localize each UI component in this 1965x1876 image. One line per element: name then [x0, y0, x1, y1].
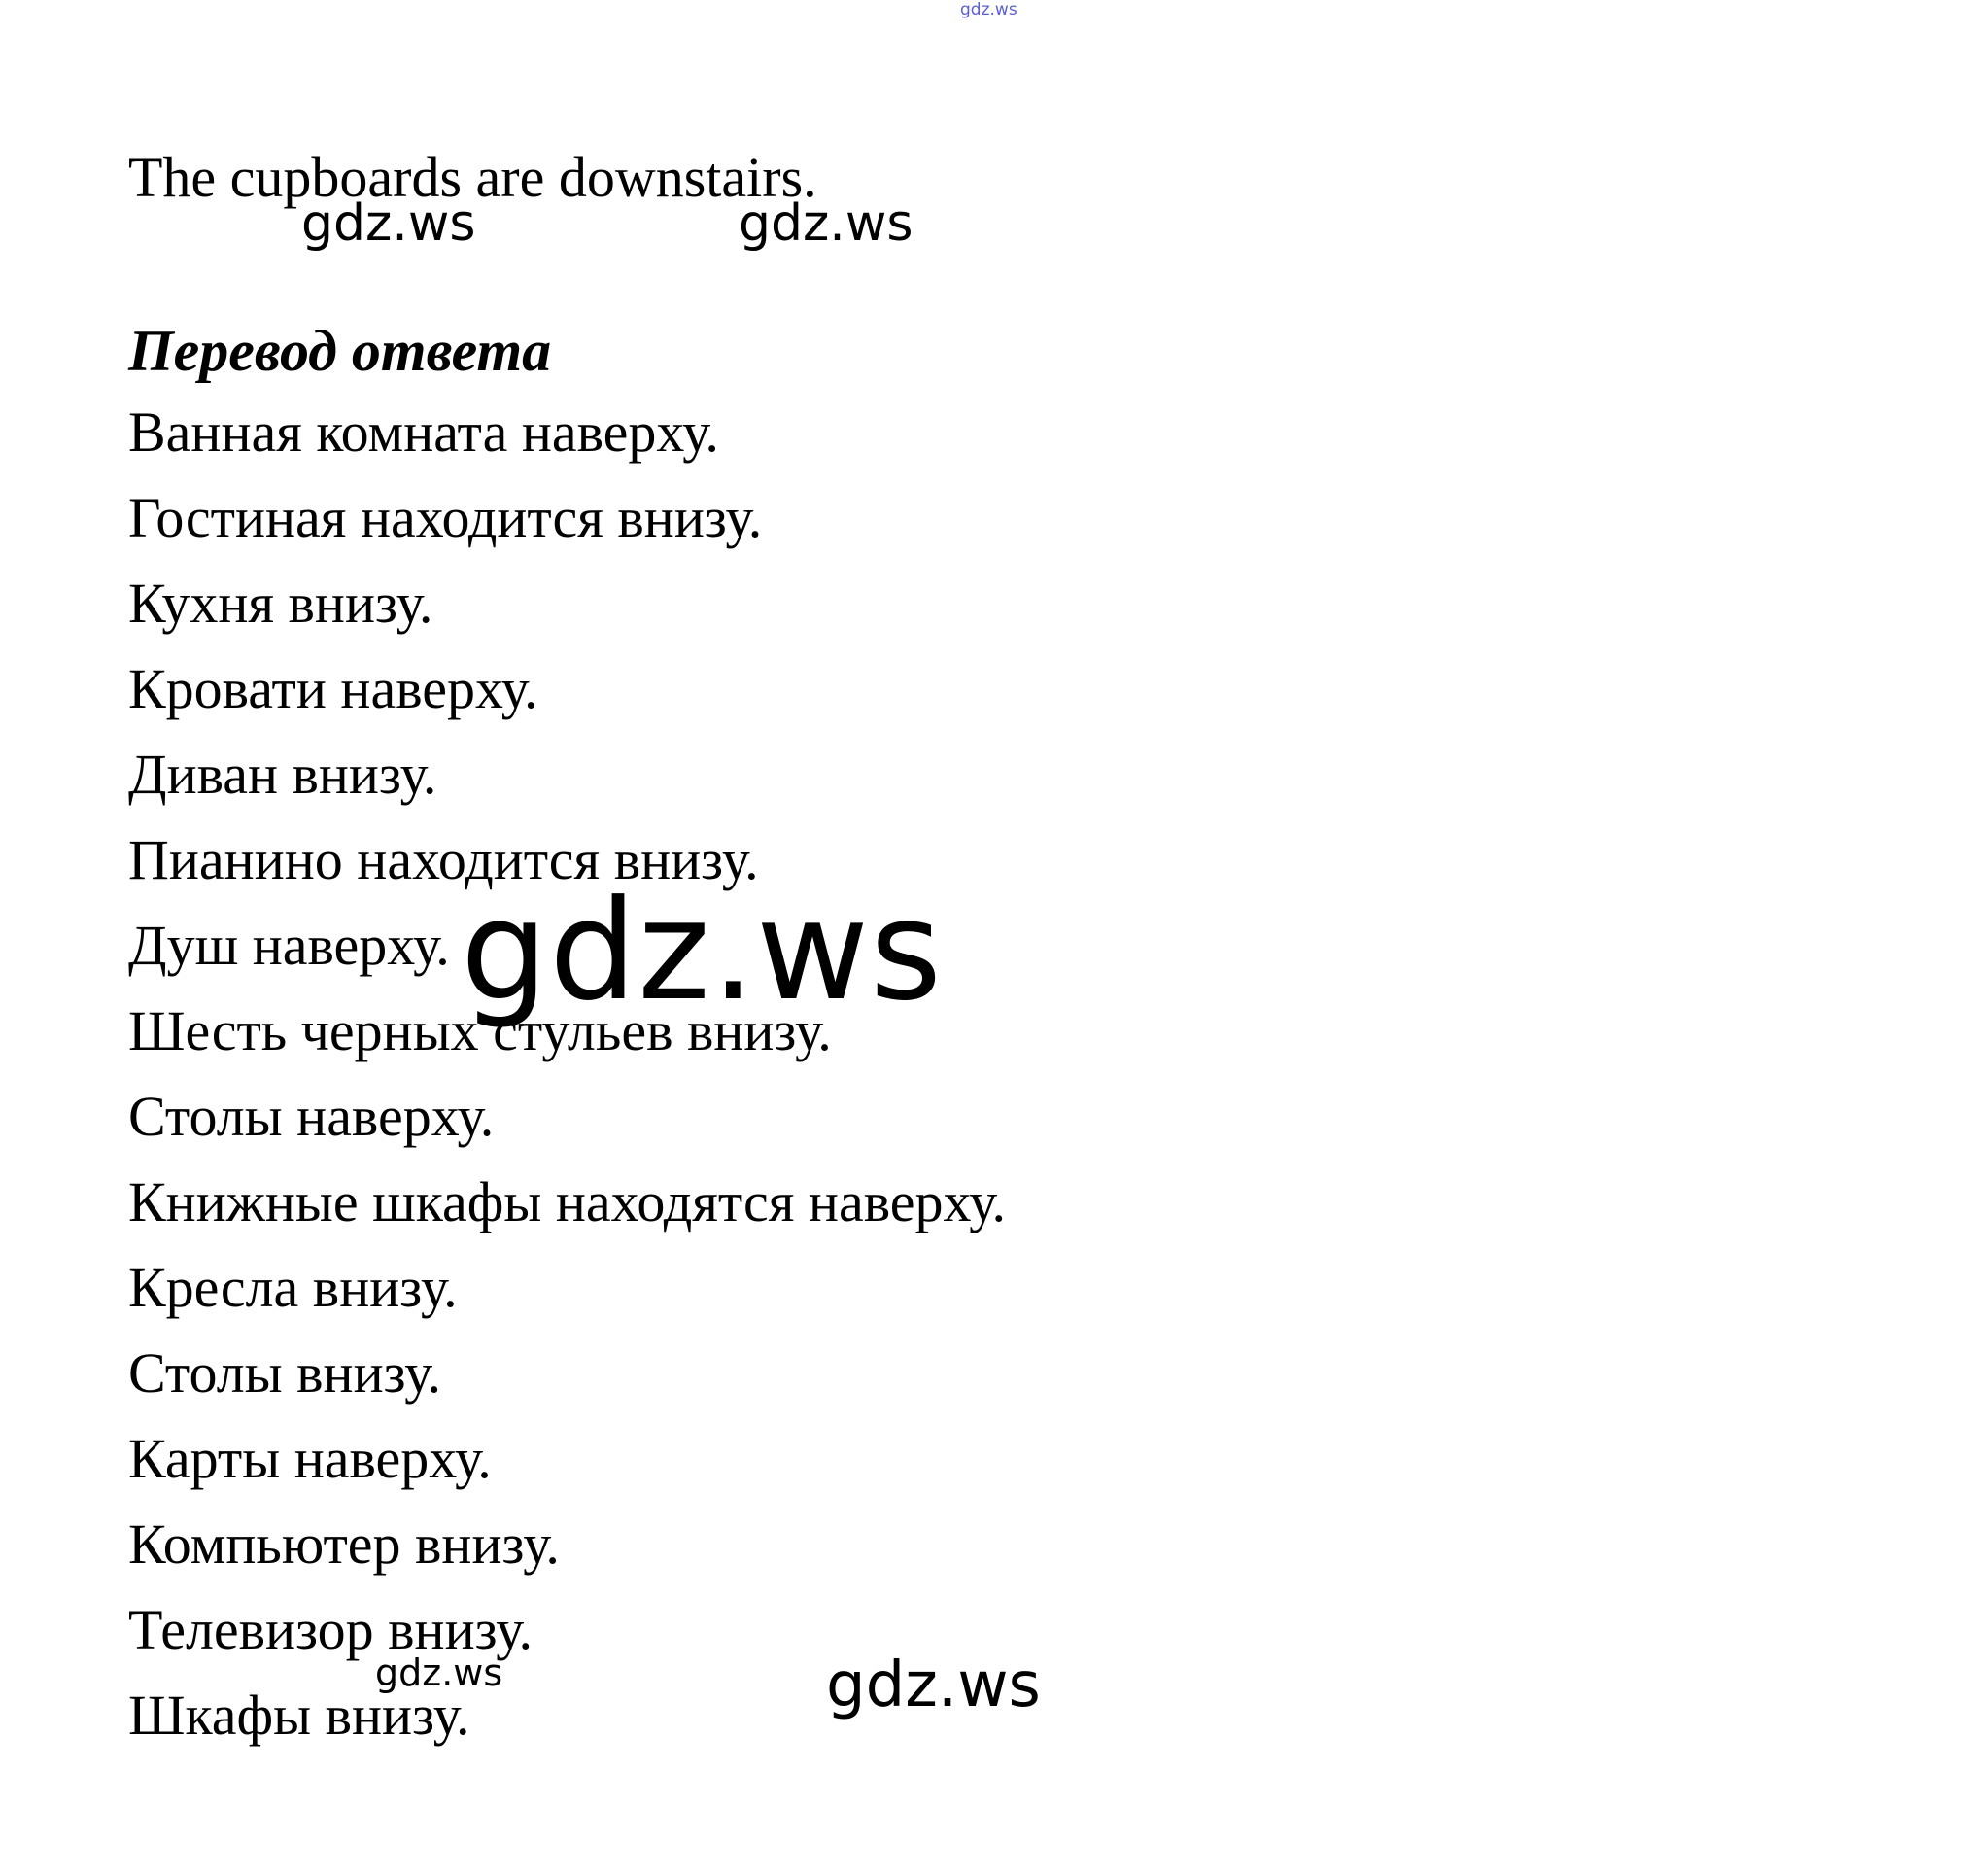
answer-line: Шесть черных стульев внизу. — [128, 999, 832, 1062]
watermark-2: gdz.ws — [739, 194, 914, 253]
watermark-4: gdz.ws — [826, 1650, 1041, 1721]
answer-line: Телевизор внизу. — [128, 1598, 533, 1661]
answer-line: Компьютер внизу. — [128, 1512, 560, 1576]
answer-line: Столы наверху. — [128, 1085, 495, 1148]
translation-heading: Перевод ответа — [128, 319, 552, 383]
answer-line: Кресла внизу. — [128, 1256, 458, 1319]
answer-line: Диван внизу. — [128, 743, 437, 806]
watermark-top: gdz.ws — [960, 0, 1017, 19]
watermark-1: gdz.ws — [301, 194, 476, 253]
answer-line: Шкафы внизу. — [128, 1684, 470, 1747]
answer-line: Карты наверху. — [128, 1427, 492, 1490]
answer-line: Душ наверху. — [128, 914, 450, 977]
answer-line: Кровати наверху. — [128, 657, 538, 720]
answer-line: Столы внизу. — [128, 1341, 442, 1405]
answer-line: Гостиная находится внизу. — [128, 486, 763, 549]
answer-line: Кухня внизу. — [128, 572, 433, 635]
answer-line: Книжные шкафы находятся наверху. — [128, 1170, 1006, 1233]
watermark-3: gdz.ws — [375, 1651, 503, 1694]
answer-line: Ванная комната наверху. — [128, 400, 719, 464]
answer-line: Пианино находится внизу. — [128, 828, 759, 891]
intro-line: The cupboards are downstairs. — [128, 146, 817, 209]
watermark-large: gdz.ws — [461, 871, 944, 1031]
